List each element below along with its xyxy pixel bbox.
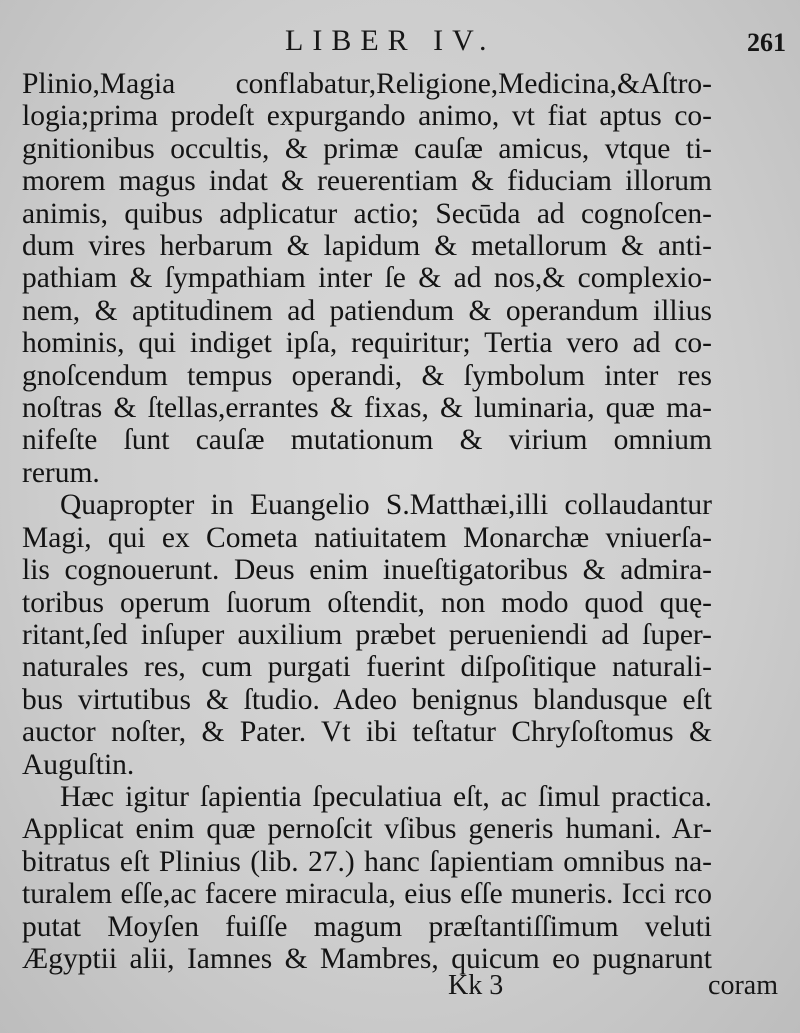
text-line: dum vires herbarum & lapidum & metallorum & anti-: [22, 230, 712, 263]
text-line: toribus operum ſuorum oſtendit, non modo quod quę-: [22, 586, 712, 619]
text-line: naturales res, cum purgati fuerint diſpoſitique naturali-: [22, 651, 712, 684]
text-line: hominis, qui indiget ipſa, requiritur; Tertia vero ad co-: [22, 327, 712, 360]
text-line: bitratus eſt Plinius (lib. 27.) hanc ſapientiam omnibus na-: [22, 845, 712, 878]
text-line: Ægyptii alii, Iamnes & Mambres, quicum eo pugnarunt: [22, 942, 712, 975]
text-line: ritant,ſed inſuper auxilium præbet perueniendi ad ſuper-: [22, 618, 712, 651]
text-line: pathiam & ſympathiam inter ſe & ad nos,& complexio-: [22, 262, 712, 295]
text-line: rerum.: [22, 456, 100, 489]
catchword: coram: [708, 970, 778, 1001]
text-line: gnoſcendum tempus operandi, & ſymbolum inter res: [22, 359, 712, 392]
text-line: putat Moyſen fuiſſe magum præſtantiſſimum veluti: [22, 910, 712, 943]
text-line: Hæc igitur ſapientia ſpeculatiua eſt, ac ſimul practica.: [60, 780, 712, 813]
text-line: auctor noſter, & Pater. Vt ibi teſtatur Chryſoſtomus &: [22, 716, 712, 749]
text-line: turalem eſſe,ac facere miracula, eius eſſe muneris. Icci rco: [22, 878, 712, 911]
page-footer: [0, 970, 800, 1010]
text-line: nifeſte ſunt cauſæ mutationum & virium omnium: [22, 424, 712, 457]
text-line: gnitionibus occultis, & primæ cauſæ amicus, vtque ti-: [22, 132, 712, 165]
text-line: nem, & aptitudinem ad patiendum & operandum illius: [22, 294, 712, 327]
text-line: Magi, qui ex Cometa natiuitatem Monarchæ vniuerſa-: [22, 521, 712, 554]
text-line: morem magus indat & reuerentiam & fiduciam illorum: [22, 165, 712, 198]
text-line: logia;prima prodeſt expurgando animo, vt fiat aptus co-: [22, 100, 712, 133]
text-line: Applicat enim quæ pernoſcit vſibus generis humani. Ar-: [22, 813, 712, 846]
text-line: bus virtutibus & ſtudio. Adeo benignus blandusque eſt: [22, 683, 712, 716]
body-text: [22, 68, 712, 975]
text-line: Plinio,Magia conflabatur,Religione,Medicina,&Aſtro-: [22, 68, 712, 100]
text-line: Auguſtin.: [22, 748, 135, 781]
text-line: lis cognouerunt. Deus enim inueſtigatoribus & admira-: [22, 554, 712, 587]
page-number: 261: [747, 28, 786, 57]
running-head: LIBER IV.: [285, 24, 496, 57]
signature-mark: Kk 3: [448, 970, 504, 1001]
text-line: Quapropter in Euangelio S.Matthæi,illi collaudantur: [60, 489, 712, 522]
text-line: noſtras & ſtellas,errantes & fixas, & luminaria, quæ ma-: [22, 392, 712, 425]
page-header: [0, 18, 800, 68]
text-line: animis, quibus adplicatur actio; Secūda ad cognoſcen-: [22, 197, 712, 230]
